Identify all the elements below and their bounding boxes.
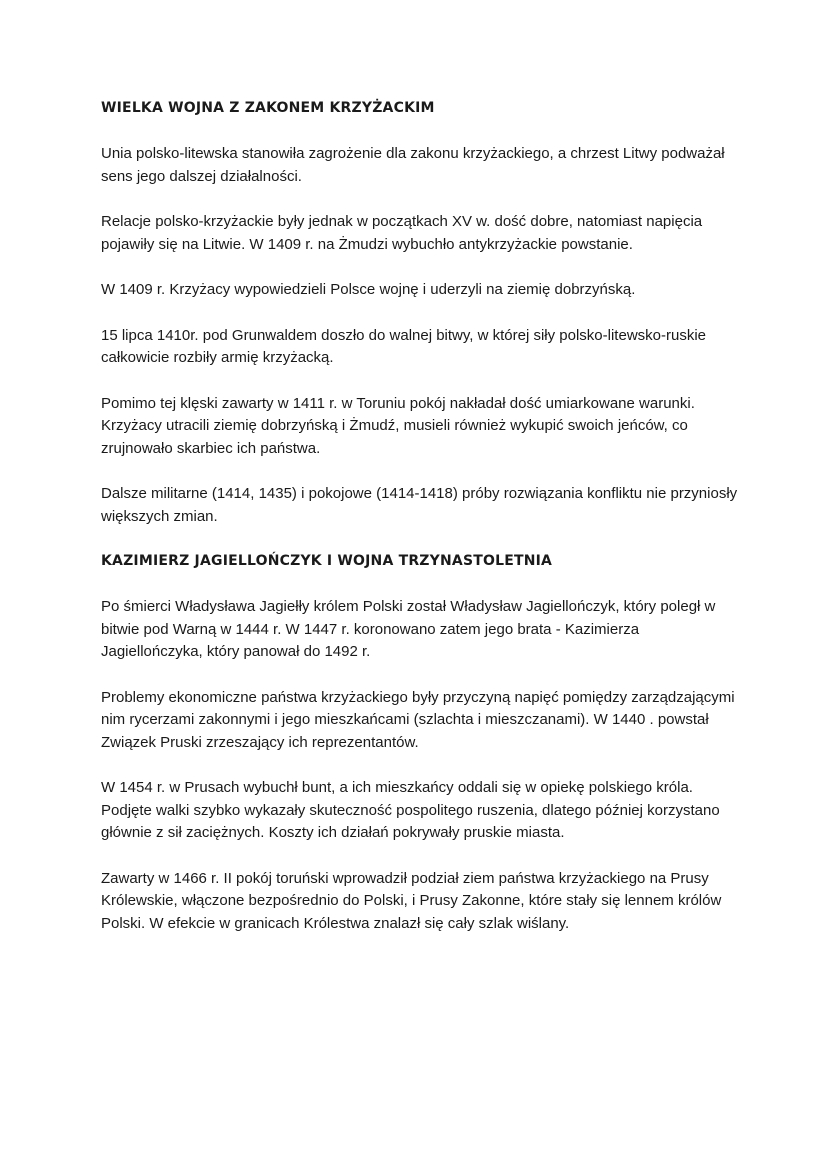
paragraph: W 1409 r. Krzyżacy wypowiedzieli Polsce wojnę i uderzyli na ziemię dobrzyńską.: [101, 281, 636, 298]
paragraph: W 1454 r. w Prusach wybuchł bunt, a ich mieszkańcy oddali się w opiekę polskiego króla. Podjęte walki szybko wykazały skuteczność pospolitego ruszenia, dlatego później korzystano głównie z sił zaciężnych. Koszty ich działań pokrywały pruskie miasta.: [101, 779, 720, 841]
section-great-war: [101, 98, 741, 528]
paragraph: Po śmierci Władysława Jagiełły królem Polski został Władysław Jagiellończyk, który poległ w bitwie pod Warną w 1444 r. W 1447 r. koronowano zatem jego brata - Kazimierza Jagiellończyka, który panował do 1492 r.: [101, 598, 716, 660]
document-page: [101, 98, 741, 958]
paragraph: Unia polsko-litewska stanowiła zagrożenie dla zakonu krzyżackiego, a chrzest Litwy podważał sens jego dalszej działalności.: [101, 145, 725, 185]
paragraph: Relacje polsko-krzyżackie były jednak w początkach XV w. dość dobre, natomiast napięcia pojawiły się na Litwie. W 1409 r. na Żmudzi wybuchło antykrzyżackie powstanie.: [101, 213, 703, 253]
section-thirteen-years-war: [101, 551, 741, 935]
section-heading: WIELKA WOJNA Z ZAKONEM KRZYŻACKIM: [101, 100, 435, 116]
paragraph: 15 lipca 1410r. pod Grunwaldem doszło do walnej bitwy, w której siły polsko-litewsko-ruskie całkowicie rozbiły armię krzyżacką.: [101, 326, 706, 366]
paragraph: Zawarty w 1466 r. II pokój toruński wprowadził podział ziem państwa krzyżackiego na Prusy Królewskie, włączone bezpośrednio do Polski, i Prusy Zakonne, które stały się lennem królów Polski. W efekcie w granicach Królestwa znalazł się cały szlak wiślany.: [101, 869, 722, 932]
section-heading: KAZIMIERZ JAGIELLOŃCZYK I WOJNA TRZYNASTOLETNIA: [101, 553, 553, 569]
paragraph: Dalsze militarne (1414, 1435) i pokojowe (1414-1418) próby rozwiązania konfliktu nie przyniosły większych zmian.: [101, 485, 738, 525]
paragraph: Pomimo tej klęski zawarty w 1411 r. w Toruniu pokój nakładał dość umiarkowane warunki. Krzyżacy utracili ziemię dobrzyńską i Żmudź, musieli również wykupić swoich jeńców, co zrujnowało skarbiec ich państwa.: [101, 394, 695, 457]
paragraph: Problemy ekonomiczne państwa krzyżackiego były przyczyną napięć pomiędzy zarządzającymi nim rycerzami zakonnymi i jego mieszkańcami (szlachta i mieszczanami). W 1440 . powstał Związek Pruski zrzeszający ich reprezentantów.: [101, 688, 735, 751]
